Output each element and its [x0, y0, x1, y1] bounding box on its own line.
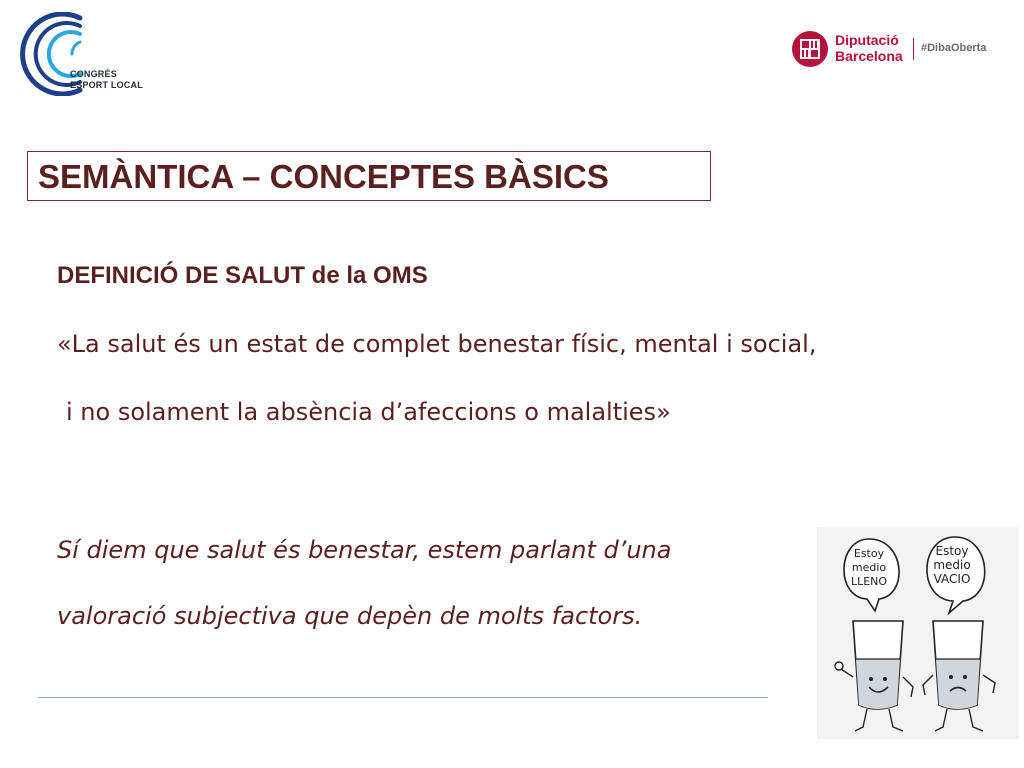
congres-esport-local-logo	[18, 12, 168, 96]
slide-title: SEMÀNTICA – CONCEPTES BÀSICS	[38, 158, 609, 195]
bubble-right-line-1: Estoy	[935, 544, 969, 558]
italic-line-2: valoració subjectiva que depèn de molts factors.	[57, 602, 643, 630]
bubble-left-line-2: medio	[851, 561, 887, 574]
bubble-left-line-1: Estoy	[853, 547, 885, 560]
bubble-right-line-2: medio	[933, 558, 971, 572]
quote-line-1: «La salut és un estat de complet benestar físic, mental i social,	[57, 330, 817, 358]
diputacio-name	[835, 32, 903, 64]
diputacio-seal-icon	[791, 30, 829, 68]
definition-heading: DEFINICIÓ DE SALUT de la OMS	[57, 262, 428, 289]
logo-line-1: CONGRÉS	[70, 69, 117, 79]
footer-divider	[38, 697, 768, 698]
bubble-right-line-3: VACIO	[933, 572, 971, 586]
half-full-half-empty-cartoon	[817, 527, 1019, 739]
logo-line-2: ESPORT LOCAL	[70, 80, 143, 90]
speech-bubble-right	[917, 544, 987, 586]
diputacio-barcelona-logo	[791, 28, 1006, 72]
bubble-left-line-3: LLENO	[850, 575, 888, 588]
diputacio-line-1: Diputació	[835, 32, 899, 48]
italic-line-1: Sí diem que salut és benestar, estem parlant d’una	[57, 536, 672, 564]
logo-separator	[913, 38, 914, 60]
speech-bubble-left	[839, 547, 899, 589]
hashtag-label: #DibaOberta	[921, 42, 987, 54]
slide-title-box	[27, 151, 711, 201]
diputacio-line-2: Barcelona	[835, 48, 903, 64]
quote-line-2: i no solament la absència d’afeccions o malalties»	[66, 398, 671, 426]
logo-text	[70, 69, 143, 91]
